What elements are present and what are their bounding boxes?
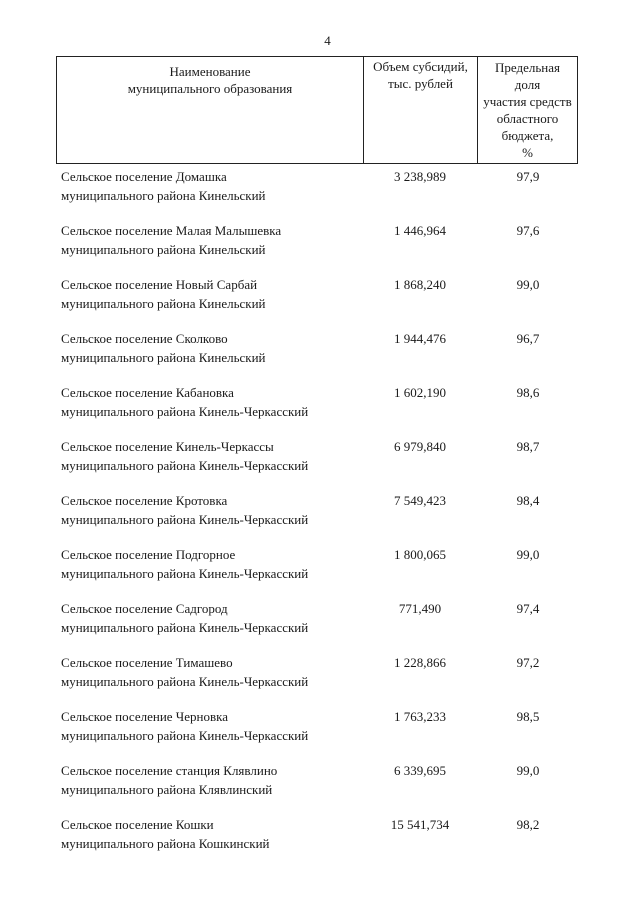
subsidy-value: 6 339,695 (394, 763, 446, 778)
district-name: муниципального района Кинельский (61, 242, 266, 257)
settlement-name: Сельское поселение Домашка (61, 169, 227, 184)
municipality-name (61, 329, 381, 367)
table-row (0, 327, 640, 381)
table-row (0, 813, 640, 867)
table-row (0, 435, 640, 489)
subsidy-value: 1 944,476 (394, 331, 446, 346)
subsidy-value: 1 446,964 (394, 223, 446, 238)
header-municipality-name-text: Наименование муниципального образования (127, 64, 293, 96)
district-name: муниципального района Кинель-Черкасский (61, 512, 309, 527)
settlement-name: Сельское поселение Сколково (61, 331, 228, 346)
header-subsidy-volume-text: Объем субсидий, тыс. рублей (373, 59, 468, 91)
district-name: муниципального района Кошкинский (61, 836, 270, 851)
table-row (0, 597, 640, 651)
budget-share-value: 97,9 (516, 169, 540, 184)
budget-share-value: 99,0 (516, 763, 540, 778)
subsidy-value: 1 763,233 (394, 709, 446, 724)
settlement-name: Сельское поселение Подгорное (61, 547, 236, 562)
budget-share-value: 98,6 (516, 385, 540, 400)
budget-share-value: 98,7 (516, 439, 540, 454)
district-name: муниципального района Кинель-Черкасский (61, 566, 309, 581)
table-header (56, 56, 578, 164)
table-row (0, 651, 640, 705)
table-row (0, 219, 640, 273)
municipality-name (61, 599, 381, 637)
table-row (0, 489, 640, 543)
header-municipality-name (57, 57, 363, 163)
subsidy-value: 1 800,065 (394, 547, 446, 562)
municipality-name (61, 761, 381, 799)
municipality-name (61, 653, 381, 691)
settlement-name: Сельское поселение Кабановка (61, 385, 234, 400)
page-number: 4 (324, 33, 331, 48)
district-name: муниципального района Кинельский (61, 296, 266, 311)
subsidy-value: 15 541,734 (390, 817, 450, 832)
municipality-name (61, 383, 381, 421)
header-subsidy-volume (363, 57, 477, 163)
district-name: муниципального района Кинель-Черкасский (61, 728, 309, 743)
budget-share-value: 98,2 (516, 817, 540, 832)
municipality-name (61, 815, 381, 853)
district-name: муниципального района Кинельский (61, 188, 266, 203)
subsidy-value: 7 549,423 (394, 493, 446, 508)
budget-share-value: 97,6 (516, 223, 540, 238)
table-row (0, 273, 640, 327)
municipality-name (61, 491, 381, 529)
settlement-name: Сельское поселение Кротовка (61, 493, 228, 508)
budget-share-value: 98,5 (516, 709, 540, 724)
subsidy-value: 771,490 (398, 601, 442, 616)
district-name: муниципального района Клявлинский (61, 782, 273, 797)
settlement-name: Сельское поселение станция Клявлино (61, 763, 278, 778)
municipality-name (61, 221, 381, 259)
settlement-name: Сельское поселение Черновка (61, 709, 228, 724)
subsidy-value: 1 868,240 (394, 277, 446, 292)
settlement-name: Сельское поселение Кошки (61, 817, 214, 832)
settlement-name: Сельское поселение Малая Малышевка (61, 223, 282, 238)
subsidy-value: 1 602,190 (394, 385, 446, 400)
table-row (0, 165, 640, 219)
settlement-name: Сельское поселение Новый Сарбай (61, 277, 258, 292)
budget-share-value: 96,7 (516, 331, 540, 346)
header-budget-share (477, 57, 577, 163)
district-name: муниципального района Кинельский (61, 350, 266, 365)
budget-share-value: 97,2 (516, 655, 540, 670)
municipality-name (61, 437, 381, 475)
table-body (0, 165, 640, 867)
municipality-name (61, 545, 381, 583)
budget-share-value: 98,4 (516, 493, 540, 508)
table-row (0, 705, 640, 759)
municipality-name (61, 167, 381, 205)
district-name: муниципального района Кинель-Черкасский (61, 620, 309, 635)
municipality-name (61, 275, 381, 313)
district-name: муниципального района Кинель-Черкасский (61, 458, 309, 473)
district-name: муниципального района Кинель-Черкасский (61, 674, 309, 689)
table-row (0, 381, 640, 435)
municipality-name (61, 707, 381, 745)
table-row (0, 543, 640, 597)
district-name: муниципального района Кинель-Черкасский (61, 404, 309, 419)
settlement-name: Сельское поселение Кинель-Черкассы (61, 439, 274, 454)
settlement-name: Сельское поселение Тимашево (61, 655, 233, 670)
subsidy-value: 6 979,840 (394, 439, 446, 454)
budget-share-value: 99,0 (516, 277, 540, 292)
header-budget-share-text: Предельная доля участия средств областного бюджета, % (483, 60, 572, 160)
subsidy-value: 3 238,989 (394, 169, 446, 184)
table-row (0, 759, 640, 813)
budget-share-value: 97,4 (516, 601, 540, 616)
budget-share-value: 99,0 (516, 547, 540, 562)
settlement-name: Сельское поселение Садгород (61, 601, 228, 616)
subsidy-value: 1 228,866 (394, 655, 446, 670)
